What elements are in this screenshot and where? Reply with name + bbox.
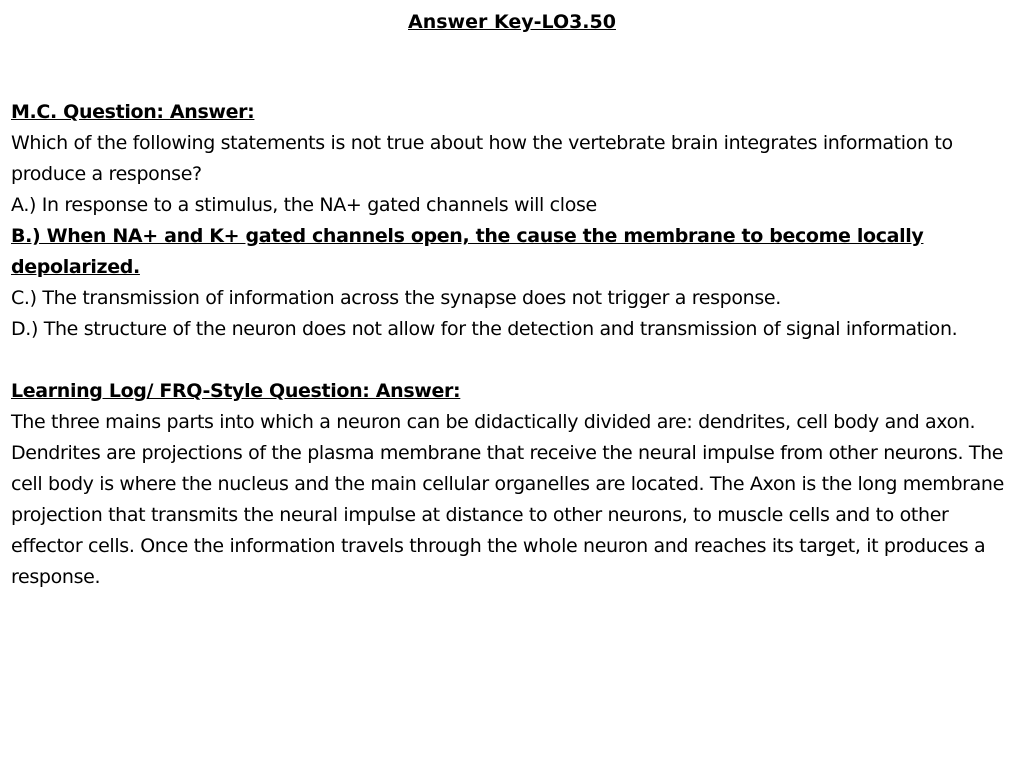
frq-answer-text: The three mains parts into which a neuron can be didactically divided are: dendrites, cell body and axon. Dendrites are projections of the plasma membrane that receive the neural impulse from other neurons. The cell body is where the nucleus and the main cellular organelles are located. The Axon is the long membrane projection that transmits the neural impulse at distance to other neurons, to muscle cells and to other effector cells. Once the information travels through the whole neuron and reaches its target, it produces a response.	[11, 411, 1004, 588]
slide-content	[11, 97, 1017, 593]
section-spacer	[11, 345, 1017, 376]
mc-heading: M.C. Question: Answer:	[11, 101, 255, 123]
frq-heading: Learning Log/ FRQ-Style Question: Answer:	[11, 380, 461, 402]
mc-option-b-correct: B.) When NA+ and K+ gated channels open, the cause the membrane to become locally depolarized.	[11, 225, 924, 278]
mc-question-text: Which of the following statements is not true about how the vertebrate brain integrates information to produce a response?	[11, 132, 953, 185]
mc-option-c: C.) The transmission of information across the synapse does not trigger a response.	[11, 287, 781, 309]
mc-option-d: D.) The structure of the neuron does not allow for the detection and transmission of signal information.	[11, 318, 958, 340]
mc-option-a: A.) In response to a stimulus, the NA+ gated channels will close	[11, 194, 597, 216]
page-title: Answer Key-LO3.50	[408, 11, 616, 33]
mc-question-section	[11, 97, 1017, 345]
frq-section	[11, 376, 1017, 593]
